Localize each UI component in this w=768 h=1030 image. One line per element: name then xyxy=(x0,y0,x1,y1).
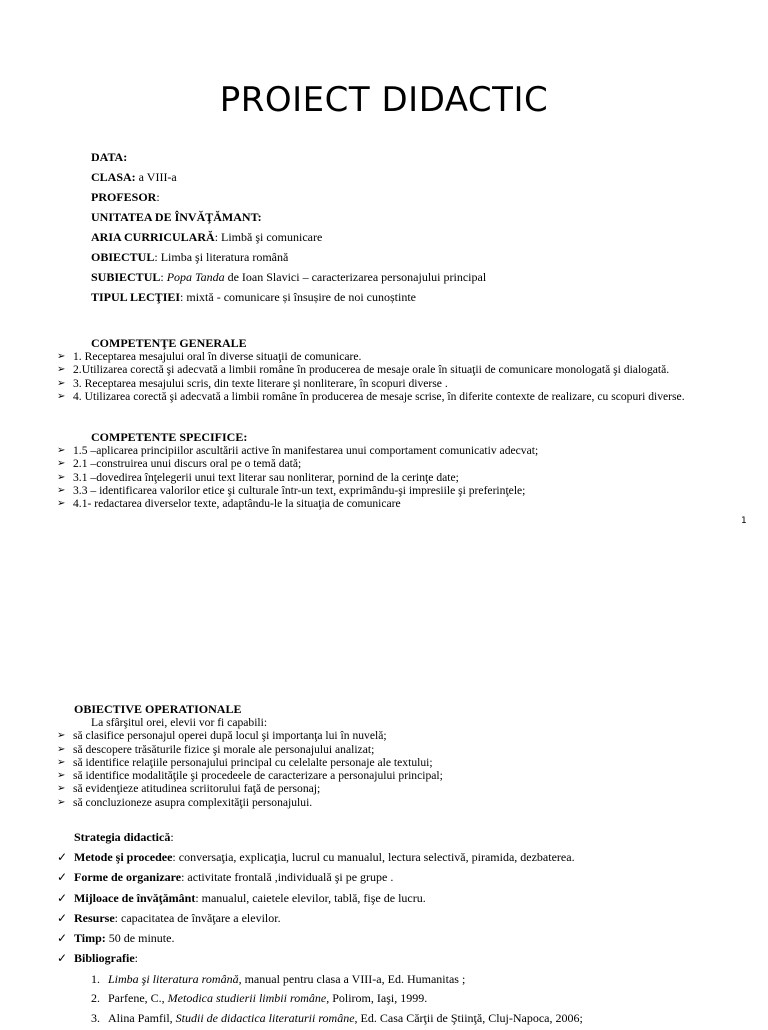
arrowhead-bullet-icon: ➢ xyxy=(57,756,66,768)
item-label: Metode şi procedee xyxy=(74,850,173,864)
item-text: : conversaţia, explicaţia, lucrul cu manualul, lectura selectivă, piramida, dezbaterea. xyxy=(172,850,575,864)
checkmark-bullet-icon: ✓ xyxy=(57,951,68,966)
obiective-list xyxy=(57,729,443,809)
list-item xyxy=(57,484,538,497)
competente-specifice-list xyxy=(57,444,538,510)
work-title: Popa Tanda xyxy=(166,270,225,284)
bib-title: Limba şi literatura română xyxy=(108,971,239,986)
list-item-text: 3.1 –dovedirea înţelegerii unui text literar sau nonliterar, pornind de la cerinţe date; xyxy=(73,470,459,484)
arrowhead-bullet-icon: ➢ xyxy=(57,458,66,470)
list-item-text: 2.Utilizarea corectă şi adecvată a limbii române în producerea de mesaje orale în situaţii de comunicare monologată şi dialogată. xyxy=(73,363,670,377)
list-item xyxy=(57,457,538,470)
meta-aria-row xyxy=(91,230,486,250)
page-number: 1 xyxy=(741,516,747,526)
list-item xyxy=(57,796,443,809)
list-item xyxy=(57,756,443,769)
list-item xyxy=(57,891,583,911)
strategia-heading-suffix: : xyxy=(170,830,174,844)
list-item xyxy=(57,870,583,890)
item-number: 2. xyxy=(91,991,100,1006)
bib-details: , Polirom, Iaşi, 1999. xyxy=(326,991,428,1006)
list-item xyxy=(57,850,583,870)
list-item xyxy=(57,471,538,484)
competente-generale-list xyxy=(57,350,685,403)
item-text: : xyxy=(134,951,139,966)
list-item xyxy=(57,743,443,756)
item-label: Forme de organizare xyxy=(74,870,182,885)
meta-label: DATA: xyxy=(91,150,128,164)
bib-author: Alina Pamfil, xyxy=(108,1010,176,1025)
bib-details: , manual pentru clasa a VIII-a, Ed. Humanitas ; xyxy=(238,971,466,986)
item-number: 3. xyxy=(91,1010,100,1025)
meta-label: TIPUL LECŢIEI xyxy=(91,290,181,304)
list-item xyxy=(57,350,685,363)
meta-value: : Limbă şi comunicare xyxy=(214,230,323,244)
item-text: : capacitatea de învăţare a elevilor. xyxy=(114,910,281,925)
meta-label: OBIECTUL xyxy=(91,250,155,264)
meta-subiectul-row xyxy=(91,270,486,290)
meta-value: : xyxy=(156,190,160,204)
list-item-text: 2.1 –construirea unui discurs oral pe o temă dată; xyxy=(73,457,302,471)
list-item-text: 1. Receptarea mesajului oral în diverse situaţii de comunicare. xyxy=(73,350,362,363)
checkmark-bullet-icon: ✓ xyxy=(57,931,68,946)
item-label: Mijloace de învăţământ xyxy=(74,890,196,905)
list-item xyxy=(57,931,583,951)
section-heading: OBIECTIVE OPERATIONALE xyxy=(74,702,242,716)
list-item-text: să concluzioneze asupra complexităţii personajului. xyxy=(73,795,313,809)
arrowhead-bullet-icon: ➢ xyxy=(57,743,66,755)
arrowhead-bullet-icon: ➢ xyxy=(57,351,66,362)
strategia-list xyxy=(57,850,583,972)
bib-title: Metodica studierii limbii române xyxy=(167,991,327,1006)
arrowhead-bullet-icon: ➢ xyxy=(57,484,66,496)
meta-label: CLASA: xyxy=(91,170,136,184)
checkmark-bullet-icon: ✓ xyxy=(57,910,68,925)
list-item xyxy=(57,729,443,742)
bib-title: Studii de didactica literaturii române xyxy=(175,1010,355,1025)
list-item-text: să clasifice personajul operei după locul şi importanţa lui în nuvelă; xyxy=(73,729,387,743)
list-item xyxy=(57,782,443,795)
arrowhead-bullet-icon: ➢ xyxy=(57,390,66,402)
meta-data-row xyxy=(91,150,486,170)
meta-label: SUBIECTUL xyxy=(91,270,161,284)
meta-label: ARIA CURRICULARĂ xyxy=(91,230,215,244)
list-item xyxy=(57,444,538,457)
bibliography-item xyxy=(57,991,583,1011)
list-item xyxy=(57,363,685,376)
meta-profesor-row xyxy=(91,190,486,210)
meta-unitatea-row xyxy=(91,210,486,230)
item-text: : manualul, caietele elevilor, tablă, fişe de lucru. xyxy=(195,890,426,905)
list-item-text: 3.3 – identificarea valorilor etice şi culturale într-un text, exprimându-şi impresiile şi preferinţele; xyxy=(73,483,526,497)
list-item-text: să evidenţieze atitudinea scriitorului faţă de personaj; xyxy=(73,782,321,796)
meta-label: UNITATEA DE ÎNVĂŢĂMANT: xyxy=(91,210,262,224)
item-text: 50 de minute. xyxy=(105,931,175,946)
meta-obiectul-row xyxy=(91,250,486,270)
list-item xyxy=(57,911,583,931)
lesson-metadata xyxy=(91,150,486,310)
arrowhead-bullet-icon: ➢ xyxy=(57,783,66,795)
bib-details: , Ed. Casa Cărţii de Ştiinţă, Cluj-Napoca, 2006; xyxy=(354,1010,583,1025)
arrowhead-bullet-icon: ➢ xyxy=(57,364,66,376)
competente-specifice-section xyxy=(57,431,538,510)
bib-author: Parfene, C., xyxy=(108,991,168,1006)
list-item-text: să identifice relaţiile personajului principal cu celelalte personaje ale textului; xyxy=(73,755,433,769)
list-item xyxy=(57,390,685,403)
arrowhead-bullet-icon: ➢ xyxy=(57,498,66,510)
arrowhead-bullet-icon: ➢ xyxy=(57,770,66,782)
list-item-text: 4. Utilizarea corectă şi adecvată a limbii române în producerea de mesaje scrise, în diferite contexte de realizare, cu scopuri diverse. xyxy=(73,389,685,403)
checkmark-bullet-icon: ✓ xyxy=(57,850,68,864)
item-number: 1. xyxy=(91,971,100,986)
checkmark-bullet-icon: ✓ xyxy=(57,870,68,885)
strategia-section xyxy=(57,830,583,1030)
arrowhead-bullet-icon: ➢ xyxy=(57,471,66,483)
list-item xyxy=(57,951,583,971)
obiective-section xyxy=(57,703,443,809)
meta-tipul-row xyxy=(91,290,486,310)
meta-value: de Ioan Slavici – caracterizarea personajului principal xyxy=(224,270,487,284)
meta-value: : xyxy=(160,270,167,284)
arrowhead-bullet-icon: ➢ xyxy=(57,796,66,808)
arrowhead-bullet-icon: ➢ xyxy=(57,445,66,456)
list-item-text: să descopere trăsăturile fizice şi morale ale personajului analizat; xyxy=(73,742,375,756)
list-item-text: 4.1- redactarea diverselor texte, adaptându-le la situaţia de comunicare xyxy=(73,497,401,511)
item-label: Bibliografie xyxy=(74,951,135,966)
bibliography-item xyxy=(57,972,583,992)
bibliography-list xyxy=(57,972,583,1030)
item-label: Timp: xyxy=(74,931,106,946)
checkmark-bullet-icon: ✓ xyxy=(57,890,68,905)
meta-value: : mixtă - comunicare și însușire de noi cunoștinte xyxy=(180,290,416,304)
list-item xyxy=(57,497,538,510)
section-heading: COMPETENŢE GENERALE xyxy=(91,336,247,350)
list-item-text: 1.5 –aplicarea principiilor ascultării active în manifestarea unui comportament comunicativ adecvat; xyxy=(73,444,539,457)
list-item xyxy=(57,769,443,782)
list-item xyxy=(57,377,685,390)
section-heading: COMPETENTE SPECIFICE: xyxy=(91,430,248,444)
arrowhead-bullet-icon: ➢ xyxy=(57,730,66,742)
arrowhead-bullet-icon: ➢ xyxy=(57,377,66,389)
document-title: PROIECT DIDACTIC xyxy=(219,80,549,120)
bibliography-item xyxy=(57,1011,583,1030)
competente-generale-section xyxy=(57,337,685,403)
meta-value: : Limba şi literatura română xyxy=(154,250,289,264)
meta-value: a VIII-a xyxy=(135,170,177,184)
meta-label: PROFESOR xyxy=(91,190,157,204)
section-heading xyxy=(57,830,583,844)
meta-clasa-row xyxy=(91,170,486,190)
list-item-text: 3. Receptarea mesajului scris, din texte literare şi nonliterare, în scopuri diverse . xyxy=(73,376,448,390)
item-text: : activitate frontală ,individuală şi pe grupe . xyxy=(181,870,394,885)
list-item-text: să identifice modalităţile şi procedeele de caracterizare a personajului principal; xyxy=(73,769,443,783)
strategia-heading-text: Strategia didactică xyxy=(74,830,171,844)
item-label: Resurse xyxy=(74,910,115,925)
obiective-intro: La sfârşitul orei, elevii vor fi capabili: xyxy=(91,716,268,729)
